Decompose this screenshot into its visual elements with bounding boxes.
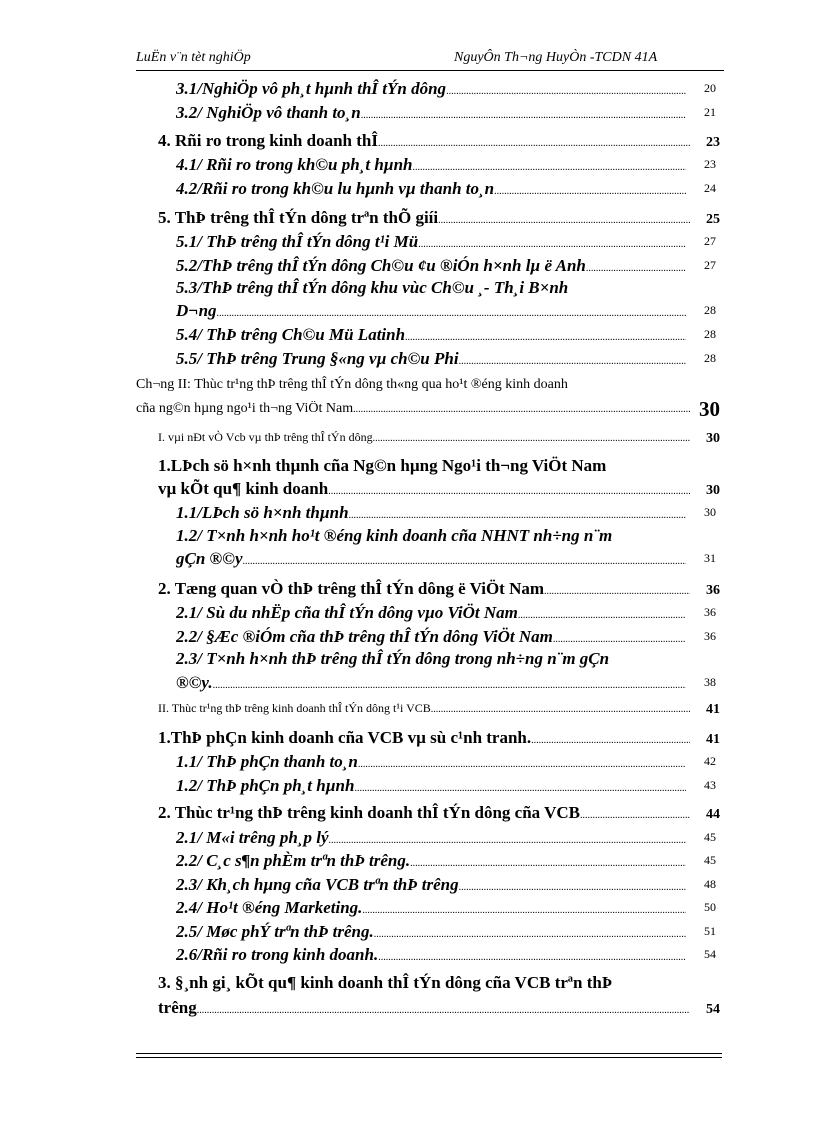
toc-entry-page: 27	[704, 258, 716, 272]
footer-rule	[136, 1057, 722, 1058]
toc-entry[interactable]	[158, 701, 720, 725]
toc-entry[interactable]	[176, 945, 716, 969]
toc-entry-title: I. vµi nÐt vÒ Vcb vµ thÞ trêng thÎ tÝn dông .....	[158, 430, 690, 454]
toc-entry-title: II. Thùc tr¹ng thÞ trêng kinh doanh thÎ tÝn dông t¹i VCB .....	[158, 701, 690, 725]
toc-entry[interactable]	[176, 232, 716, 256]
toc-entry-page: 27	[704, 234, 716, 248]
toc-entry-title[interactable]: 1.LÞch sö h×nh thµnh cña Ng©n hµng Ngo¹i th¬ng ViÖt Nam	[158, 456, 607, 475]
toc-entry-page: 30	[699, 401, 720, 421]
toc-entry-title: 3.2/ NghiÖp vô thanh to¸n .....	[176, 103, 686, 127]
toc-entry-page: 30	[706, 483, 720, 498]
toc-entry[interactable]	[158, 131, 720, 155]
toc-entry-page: 42	[704, 754, 716, 768]
toc-entry-title[interactable]: 2.3/ T×nh h×nh thÞ trêng thÎ tÝn dông trong nh÷ng n¨m gÇn	[176, 649, 610, 668]
toc-entry[interactable]	[176, 898, 716, 922]
toc-entry-title[interactable]: 5.3/ThÞ trêng thÎ tÝn dông khu vùc Ch©u ¸- Th¸i B×nh	[176, 278, 569, 297]
toc-entry-title: 1.ThÞ phÇn kinh doanh cña VCB vµ sù c¹nh tranh. .....	[158, 728, 690, 752]
toc-entry-page: 41	[706, 702, 720, 717]
toc-entry-title: vµ kÕt qu¶ kinh doanh .....	[158, 479, 690, 503]
toc-entry-page: 38	[704, 675, 716, 689]
toc-entry[interactable]	[176, 179, 716, 203]
toc-entry[interactable]	[176, 301, 716, 325]
toc-entry-page: 51	[704, 924, 716, 938]
toc-entry[interactable]	[158, 208, 720, 232]
toc-entry[interactable]	[176, 922, 716, 946]
chapter-title[interactable]: Ch¬ng II: Thùc tr¹ng thÞ trêng thÎ tÝn dông th«ng qua ho¹t ®éng kinh doanh	[136, 377, 568, 392]
toc-entry-title: gÇn ®©y .....	[176, 549, 686, 573]
toc-entry[interactable]	[158, 430, 720, 454]
toc-entry[interactable]	[176, 256, 716, 280]
toc-entry-title: 2.2/ C¸c s¶n phÈm trªn thÞ trêng. .....	[176, 851, 686, 875]
toc-entry-page: 28	[704, 351, 716, 365]
toc-entry-page: 44	[706, 807, 720, 822]
toc-entry-page: 20	[704, 81, 716, 95]
toc-entry-title: 5.5/ ThÞ trêng Trung §«ng vµ ch©u Phi .....	[176, 349, 686, 373]
toc-entry[interactable]	[176, 828, 716, 852]
toc-entry-title: 4. Rñi ro trong kinh doanh thÎ .....	[158, 131, 690, 155]
header-author: NguyÔn Th¬ng HuyÒn -TCDN 41A	[454, 50, 658, 65]
toc-entry-title: 4.2/Rñi ro trong kh©u lu hµnh vµ thanh to¸n .....	[176, 179, 686, 203]
toc-entry-page: 30	[706, 431, 720, 446]
toc-entry[interactable]	[176, 851, 716, 875]
toc-entry-title: 2.5/ Møc phÝ trªn thÞ trêng. .....	[176, 922, 686, 946]
toc-entry[interactable]	[136, 401, 720, 427]
toc-entry-page: 36	[706, 583, 720, 598]
toc-entry[interactable]	[176, 549, 716, 573]
toc-entry[interactable]	[176, 776, 716, 800]
toc-entry[interactable]	[176, 875, 716, 899]
toc-entry-page: 36	[704, 605, 716, 619]
toc-entry-page: 54	[706, 1002, 720, 1017]
toc-entry-title: 2.1/ Sù du nhËp cña thÎ tÝn dông vµo ViÖt Nam .....	[176, 603, 686, 627]
footer-rule	[136, 1053, 722, 1054]
toc-entry[interactable]	[176, 673, 716, 697]
toc-entry[interactable]	[176, 603, 716, 627]
toc-entry-title: 2.3/ Kh¸ch hµng cña VCB trªn thÞ trêng .....	[176, 875, 686, 899]
toc-entry-page: 23	[706, 135, 720, 150]
toc-entry-title: 5.4/ ThÞ trêng Ch©u Mü Latinh .....	[176, 325, 686, 349]
toc-entry-title: 5. ThÞ trêng thÎ tÝn dông trªn thÕ giíi .....	[158, 208, 690, 232]
toc-entry[interactable]	[176, 349, 716, 373]
toc-entry-page: 28	[704, 327, 716, 341]
toc-entry[interactable]	[176, 503, 716, 527]
toc-entry-title: 2. Thùc tr¹ng thÞ trêng kinh doanh thÎ tÝn dông cña VCB .....	[158, 803, 690, 827]
toc-entry-page: 48	[704, 877, 716, 891]
toc-entry-title: 1.2/ ThÞ phÇn ph¸t hµnh .....	[176, 776, 686, 800]
toc-entry[interactable]	[158, 728, 720, 752]
toc-entry[interactable]	[176, 155, 716, 179]
toc-entry-page: 45	[704, 830, 716, 844]
toc-entry-title[interactable]: 1.2/ T×nh h×nh ho¹t ®éng kinh doanh cña NHNT nh÷ng n¨m	[176, 526, 613, 545]
toc-entry[interactable]	[176, 325, 716, 349]
toc-entry-title: 5.2/ThÞ trêng thÎ tÝn dông Ch©u ¢u ®iÓn h×nh lµ ë Anh .....	[176, 256, 686, 280]
toc-entry-title: 3.1/NghiÖp vô ph¸t hµnh thÎ tÝn dông .....	[176, 79, 686, 103]
toc-entry-title: D¬ng .....	[176, 301, 686, 325]
header-thesis-label: LuËn v¨n tèt nghiÖp	[136, 50, 251, 65]
toc-entry[interactable]	[158, 479, 720, 503]
toc-entry[interactable]	[158, 998, 720, 1022]
toc-entry-title: 2.4/ Ho¹t ®éng Marketing. .....	[176, 898, 686, 922]
toc-entry-page: 30	[704, 505, 716, 519]
toc-entry[interactable]	[176, 103, 716, 127]
toc-entry-page: 23	[704, 157, 716, 171]
toc-entry-title: 2.6/Rñi ro trong kinh doanh. .....	[176, 945, 686, 969]
toc-entry-title: cña ng©n hµng ngo¹i th¬ng ViÖt Nam .....	[136, 401, 690, 425]
toc-entry-title: 2.2/ §Æc ®iÓm cña thÞ trêng thÎ tÝn dông ViÖt Nam .....	[176, 627, 686, 651]
toc-entry-title: 1.1/LÞch sö h×nh thµnh .....	[176, 503, 686, 527]
toc-entry-page: 31	[704, 551, 716, 565]
toc-entry-page: 54	[704, 947, 716, 961]
toc-entry[interactable]	[176, 752, 716, 776]
toc-entry-page: 36	[704, 629, 716, 643]
toc-entry-page: 43	[704, 778, 716, 792]
toc-entry-page: 50	[704, 900, 716, 914]
toc-entry-title: ®©y. .....	[176, 673, 686, 697]
toc-entry-title: 5.1/ ThÞ trêng thÎ tÝn dông t¹i Mü .....	[176, 232, 686, 256]
toc-entry-title: 2.1/ M«i trêng ph¸p lý .....	[176, 828, 686, 852]
toc-entry-title: 2. Tæng quan vÒ thÞ trêng thÎ tÝn dông ë ViÖt Nam .....	[158, 579, 690, 603]
toc-entry-page: 21	[704, 105, 716, 119]
toc-entry-page: 24	[704, 181, 716, 195]
toc-entry[interactable]	[176, 627, 716, 651]
toc-entry-title: 1.1/ ThÞ phÇn thanh to¸n .....	[176, 752, 686, 776]
toc-entry[interactable]	[158, 803, 720, 827]
toc-entry[interactable]	[176, 79, 716, 103]
toc-entry[interactable]	[158, 579, 720, 603]
toc-entry-title: 4.1/ Rñi ro trong kh©u ph¸t hµnh .....	[176, 155, 686, 179]
toc-entry-page: 41	[706, 732, 720, 747]
toc-entry-page: 45	[704, 853, 716, 867]
toc-entry-page: 25	[706, 212, 720, 227]
toc-entry-title[interactable]: 3. §¸nh gi¸ kÕt qu¶ kinh doanh thÎ tÝn dông cña VCB trªn thÞ	[158, 973, 613, 992]
toc-entry-page: 28	[704, 303, 716, 317]
toc-entry-title: trêng .....	[158, 998, 690, 1022]
